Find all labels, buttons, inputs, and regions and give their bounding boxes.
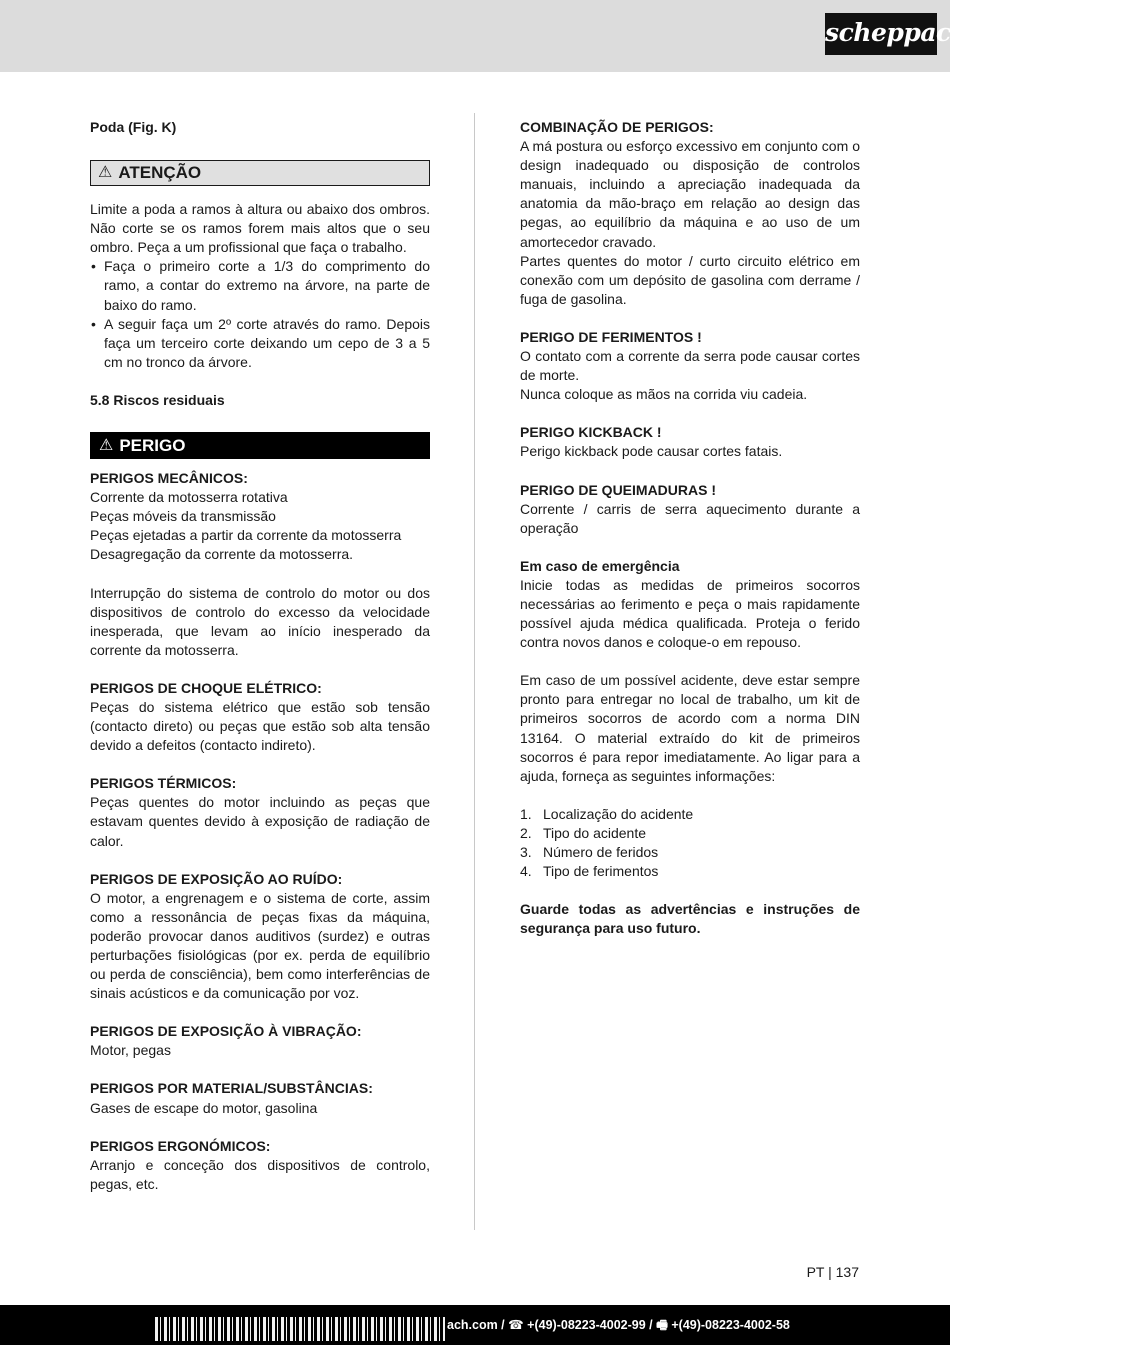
- noise-hazards-title: PERIGOS DE EXPOSIÇÃO AO RUÍDO:: [90, 870, 343, 887]
- ergonomic-hazards-title: PERIGOS ERGONÓMICOS:: [90, 1137, 271, 1154]
- footer-obscured-text: [155, 1317, 445, 1341]
- attention-box: [90, 160, 430, 186]
- list-item: 2. Tipo do acidente: [520, 824, 646, 841]
- section-title-residual-risks: 5.8 Riscos residuais: [90, 391, 225, 408]
- warning-triangle-icon: ⚠: [99, 437, 114, 455]
- pruning-steps: [90, 257, 430, 372]
- emergency-text: Inicie todas as medidas de primeiros socorros necessárias ao ferimento e peça o mais rapidamente possível ajuda médica qualificada. Proteja o ferido contra novos danos e coloque-o em repouso.: [520, 576, 860, 651]
- page-number: PT | 137: [806, 1264, 859, 1280]
- material-hazards-title: PERIGOS POR MATERIAL/SUBSTÂNCIAS:: [90, 1080, 373, 1097]
- ergonomic-hazards-text: Arranjo e conceção dos dispositivos de controlo, pegas, etc.: [90, 1156, 430, 1192]
- burn-danger-title: PERIGO DE QUEIMADURAS !: [520, 481, 717, 498]
- list-item: • A seguir faça um 2º corte através do ramo. Depois faça um terceiro corte deixando um cepo de 3 a 5 cm no tronco da árvore.: [90, 315, 430, 372]
- danger-box: [90, 432, 430, 459]
- vibration-hazards-text: Motor, pegas: [90, 1042, 171, 1059]
- list-item: • Faça o primeiro corte a 1/3 do comprimento do ramo, a contar do extremo na árvore, na parte de baixo do ramo.: [90, 257, 430, 314]
- list-item: Corrente da motosserra rotativa: [90, 489, 288, 506]
- list-item: 1. Localização do acidente: [520, 805, 694, 822]
- combined-hazards-text-2: Partes quentes do motor / curto circuito elétrico em conexão com um depósito de gasolina com derrame / fuga de gasolina.: [520, 252, 860, 307]
- keep-instructions-text: Guarde todas as advertências e instruções de segurança para uso futuro.: [520, 901, 860, 937]
- left-column: [90, 118, 430, 1194]
- thermal-hazards-text: Peças quentes do motor incluindo as peças que estavam quentes devido à exposição de radiação de calor.: [90, 794, 430, 849]
- electric-hazards-title: PERIGOS DE CHOQUE ELÉTRICO:: [90, 679, 322, 696]
- injury-danger-title: PERIGO DE FERIMENTOS !: [520, 328, 702, 345]
- footer-contact: ach.com / ☎ +(49)-08223-4002-99 / 🖷 +(49)-08223-4002-58: [447, 1318, 790, 1332]
- list-item: Peças móveis da transmissão: [90, 508, 276, 525]
- vibration-hazards-title: PERIGOS DE EXPOSIÇÃO À VIBRAÇÃO:: [90, 1023, 362, 1040]
- header-band: [0, 0, 950, 72]
- attention-label: ATENÇÃO: [118, 163, 202, 183]
- warning-triangle-icon: ⚠: [98, 164, 113, 182]
- noise-hazards-text: O motor, a engrenagem e o sistema de corte, assim como a ressonância de peças fixas da máquina, poderão provocar danos auditivos (surdez) e outras perturbações fisiológicas (por ex. perda de equilíbrio ou perda de consciência), bem como interferências de sinais acústicos e da comunicação por voz.: [90, 889, 430, 1002]
- injury-danger-text: O contato com a corrente da serra pode causar cortes de morte.: [520, 348, 860, 384]
- thermal-hazards-title: PERIGOS TÉRMICOS:: [90, 775, 237, 792]
- emergency-title: Em caso de emergência: [520, 557, 680, 574]
- combined-hazards-title: COMBINAÇÃO DE PERIGOS:: [520, 119, 714, 135]
- burn-danger-text: Corrente / carris de serra aquecimento durante a operação: [520, 500, 860, 536]
- right-column: [520, 118, 860, 938]
- brand-logo: scheppach: [825, 13, 937, 55]
- column-divider: [474, 113, 475, 1230]
- accident-text: Em caso de um possível acidente, deve estar sempre pronto para entregar no local de trabalho, um kit de primeiros socorros de acordo com a norma DIN 13164. O material extraído do kit de primeiros socorros é para repor imediatamente. Ao ligar para a ajuda, forneça as seguintes informações:: [520, 672, 860, 784]
- list-item: Peças ejetadas a partir da corrente da motosserra: [90, 527, 402, 544]
- injury-danger-text-2: Nunca coloque as mãos na corrida viu cadeia.: [520, 386, 808, 403]
- emergency-info-list: [520, 805, 860, 881]
- material-hazards-text: Gases de escape do motor, gasolina: [90, 1099, 318, 1116]
- combined-hazards-text: A má postura ou esforço excessivo em conjunto com o design inadequado ou disposição de controlos manuais, incluindo a apreciação inadequada da anatomia da mão-braço em relação ao design das pegas, ao equilíbrio da máquina e ao uso de um amortecedor cravado.: [520, 138, 860, 250]
- interruption-text: Interrupção do sistema de controlo do motor ou dos dispositivos de controlo do excesso da velocidade inesperada, que levam ao início inesperado da corrente da motosserra.: [90, 584, 430, 658]
- electric-hazards-text: Peças do sistema elétrico que estão sob tensão (contacto direto) ou peças que estão sob alta tensão devido a defeitos (contacto indireto).: [90, 698, 430, 754]
- list-item: Desagregação da corrente da motosserra.: [90, 546, 354, 563]
- danger-label: PERIGO: [119, 436, 186, 456]
- kickback-danger-text: Perigo kickback pode causar cortes fatais.: [520, 443, 783, 460]
- section-title-pruning: Poda (Fig. K): [90, 119, 177, 135]
- attention-text: Limite a poda a ramos à altura ou abaixo dos ombros. Não corte se os ramos forem mais altos que o seu ombro. Peça a um profissional que faça o trabalho.: [90, 201, 430, 256]
- kickback-danger-title: PERIGO KICKBACK !: [520, 424, 662, 441]
- mechanical-hazards-title: PERIGOS MECÂNICOS:: [90, 470, 248, 487]
- list-item: 4. Tipo de ferimentos: [520, 863, 659, 880]
- list-item: 3. Número de feridos: [520, 844, 659, 860]
